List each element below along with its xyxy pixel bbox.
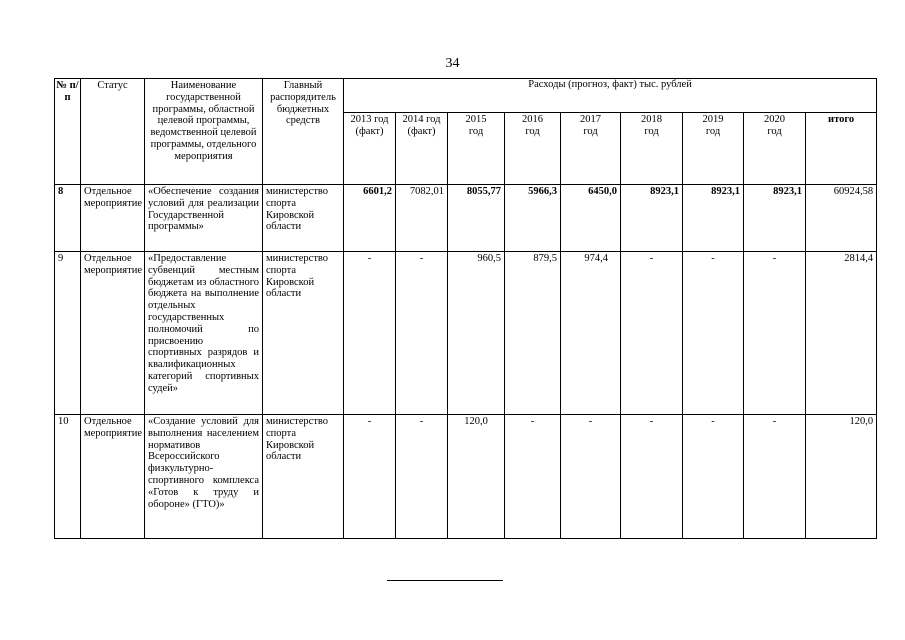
table-row	[55, 415, 877, 539]
header-num: № п/п	[55, 79, 81, 185]
row-value-2020: -	[744, 415, 806, 539]
header-year-2018: 2018 год	[621, 113, 683, 185]
header-total: итого	[806, 113, 877, 185]
header-year-2017: 2017 год	[561, 113, 621, 185]
row-num: 9	[55, 252, 81, 415]
row-status: Отдельное мероприятие	[81, 252, 145, 415]
row-status: Отдельное мероприятие	[81, 185, 145, 252]
footnote-rule	[387, 580, 503, 581]
header-expenses-title: Расходы (прогноз, факт) тыс. рублей	[344, 79, 877, 113]
row-value-2018: -	[621, 415, 683, 539]
header-executor: Главный распорядитель бюджетных средств	[263, 79, 344, 185]
header-status: Статус	[81, 79, 145, 185]
row-value-2016: 879,5	[505, 252, 561, 415]
row-value-total: 120,0	[806, 415, 877, 539]
header-year-2019: 2019 год	[683, 113, 744, 185]
row-value-2015: 8055,77	[448, 185, 505, 252]
row-value-2017: -	[561, 415, 621, 539]
table-row	[55, 185, 877, 252]
row-status: Отдельное мероприятие	[81, 415, 145, 539]
header-year-2016: 2016 год	[505, 113, 561, 185]
budget-table	[54, 78, 877, 539]
row-value-2013: -	[344, 252, 396, 415]
row-name: «Предоставление субвенций местным бюджетам из областного бюджета на выполнение отдельных государственных полномочий по присвоению спортивных разрядов и квалификационных категорий спортивных судей»	[145, 252, 263, 415]
header-year-2013: 2013 год (факт)	[344, 113, 396, 185]
row-executor: министерство спорта Кировской области	[263, 252, 344, 415]
row-value-2015: 960,5	[448, 252, 505, 415]
row-value-2018: 8923,1	[621, 185, 683, 252]
row-name: «Обеспечение создания условий для реализации Государственной программы»	[145, 185, 263, 252]
header-year-2014: 2014 год (факт)	[396, 113, 448, 185]
row-value-2020: 8923,1	[744, 185, 806, 252]
row-executor: министерство спорта Кировской области	[263, 185, 344, 252]
row-name: «Создание условий для выполнения населением нормативов Всероссийского физкультурно-спортивного комплекса «Готов к труду и обороне» (ГТО)»	[145, 415, 263, 539]
row-executor: министерство спорта Кировской области	[263, 415, 344, 539]
header-name: Наименование государственной программы, областной целевой программы, ведомственной целевой программы, отдельного мероприятия	[145, 79, 263, 185]
row-num: 8	[55, 185, 81, 252]
table-header-row	[55, 79, 877, 113]
row-value-2017: 974,4	[561, 252, 621, 415]
row-value-2014: 7082,01	[396, 185, 448, 252]
header-year-2015: 2015 год	[448, 113, 505, 185]
row-value-2015: 120,0	[448, 415, 505, 539]
row-value-2014: -	[396, 252, 448, 415]
header-year-2020: 2020 год	[744, 113, 806, 185]
row-value-2019: 8923,1	[683, 185, 744, 252]
row-value-2018: -	[621, 252, 683, 415]
row-num: 10	[55, 415, 81, 539]
page-number: 34	[445, 56, 460, 71]
row-value-2013: -	[344, 415, 396, 539]
row-value-2016: -	[505, 415, 561, 539]
table-row	[55, 252, 877, 415]
row-value-2019: -	[683, 415, 744, 539]
row-value-2019: -	[683, 252, 744, 415]
row-value-2017: 6450,0	[561, 185, 621, 252]
row-value-total: 2814,4	[806, 252, 877, 415]
row-value-2014: -	[396, 415, 448, 539]
row-value-total: 60924,58	[806, 185, 877, 252]
row-value-2013: 6601,2	[344, 185, 396, 252]
row-value-2020: -	[744, 252, 806, 415]
row-value-2016: 5966,3	[505, 185, 561, 252]
